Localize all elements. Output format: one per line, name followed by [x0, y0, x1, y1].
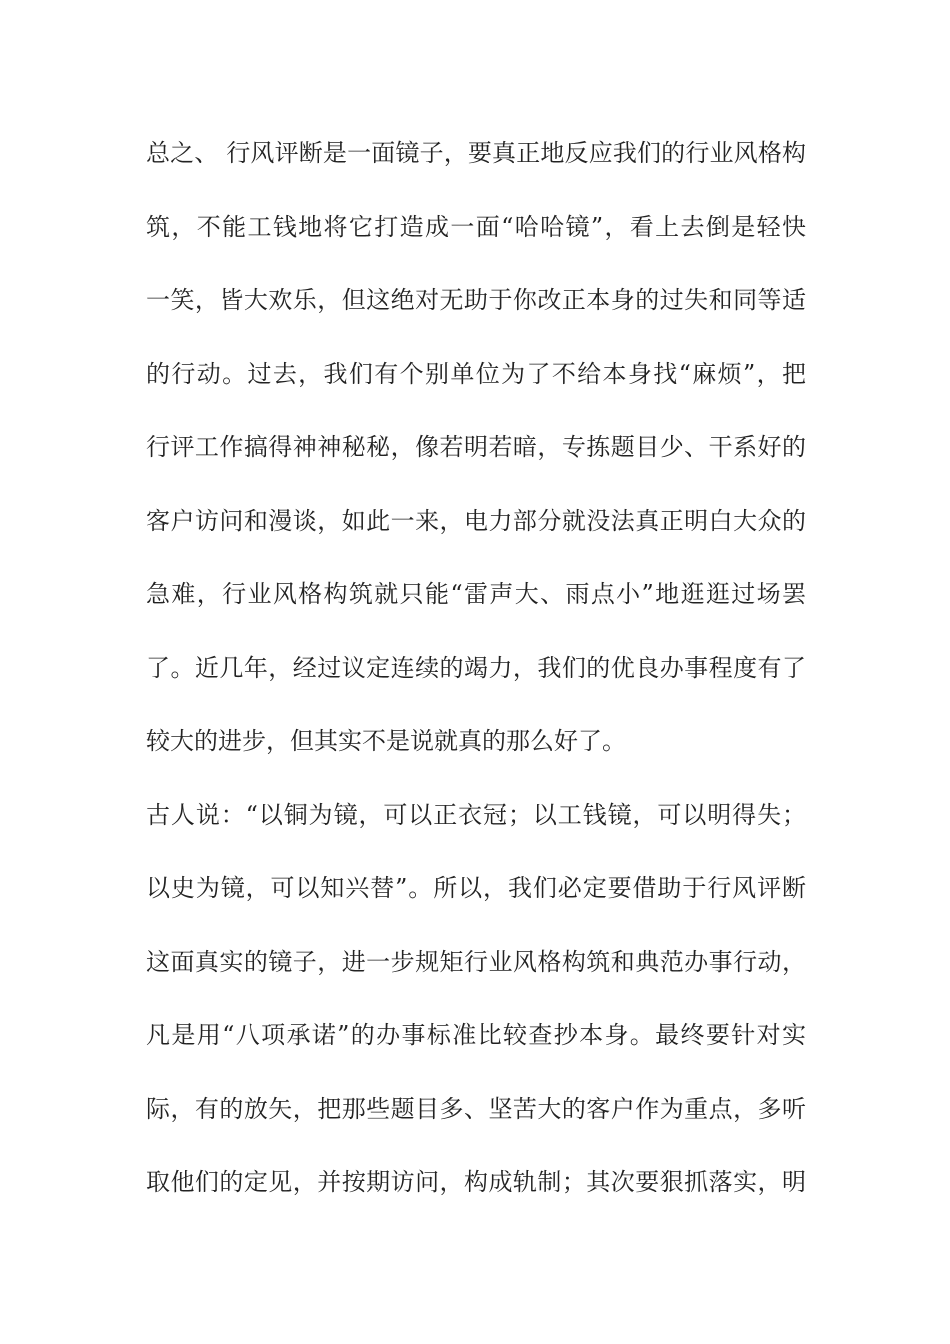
- text-line: 急难，行业风格构筑就只能“雷声大、雨点小”地逛逛过场罢: [146, 580, 806, 608]
- text-line: 取他们的定见，并按期访问，构成轨制；其次要狠抓落实，明: [146, 1168, 806, 1196]
- text-line: 古人说：“以铜为镜，可以正衣冠；以工钱镜，可以明得失；: [146, 800, 806, 829]
- text-line: 行评工作搞得神神秘秘，像若明若暗，专拣题目少、干系好的: [146, 433, 806, 461]
- paragraph-1: [146, 128, 806, 790]
- text-line: 这面真实的镜子，进一步规矩行业风格构筑和典范办事行动，: [146, 947, 806, 976]
- text-line: 了。近几年，经过议定连续的竭力，我们的优良办事程度有了: [146, 653, 806, 682]
- text-line: 客户访问和漫谈，如此一来，电力部分就没法真正明白大众的: [146, 506, 806, 535]
- paragraph-2: [146, 790, 806, 1231]
- text-line: 际，有的放矢，把那些题目多、坚苦大的客户作为重点，多听: [146, 1094, 806, 1123]
- text-line: 较大的进步，但其实不是说就真的那么好了。: [146, 727, 626, 755]
- text-line: 以史为镜，可以知兴替”。所以，我们必定要借助于行风评断: [146, 874, 806, 902]
- text-line: 总之、 行风评断是一面镜子，要真正地反应我们的行业风格构: [146, 139, 806, 167]
- text-line: 的行动。过去，我们有个别单位为了不给本身找“麻烦”，把: [146, 359, 806, 388]
- text-line: 一笑，皆大欢乐，但这绝对无助于你改正本身的过失和同等适: [146, 286, 806, 314]
- text-line: 凡是用“八项承诺”的办事标准比较查抄本身。最终要针对实: [146, 1021, 806, 1049]
- document-body: [146, 128, 806, 1231]
- text-line: 筑，不能工钱地将它打造成一面“哈哈镜”，看上去倒是轻快: [146, 212, 806, 241]
